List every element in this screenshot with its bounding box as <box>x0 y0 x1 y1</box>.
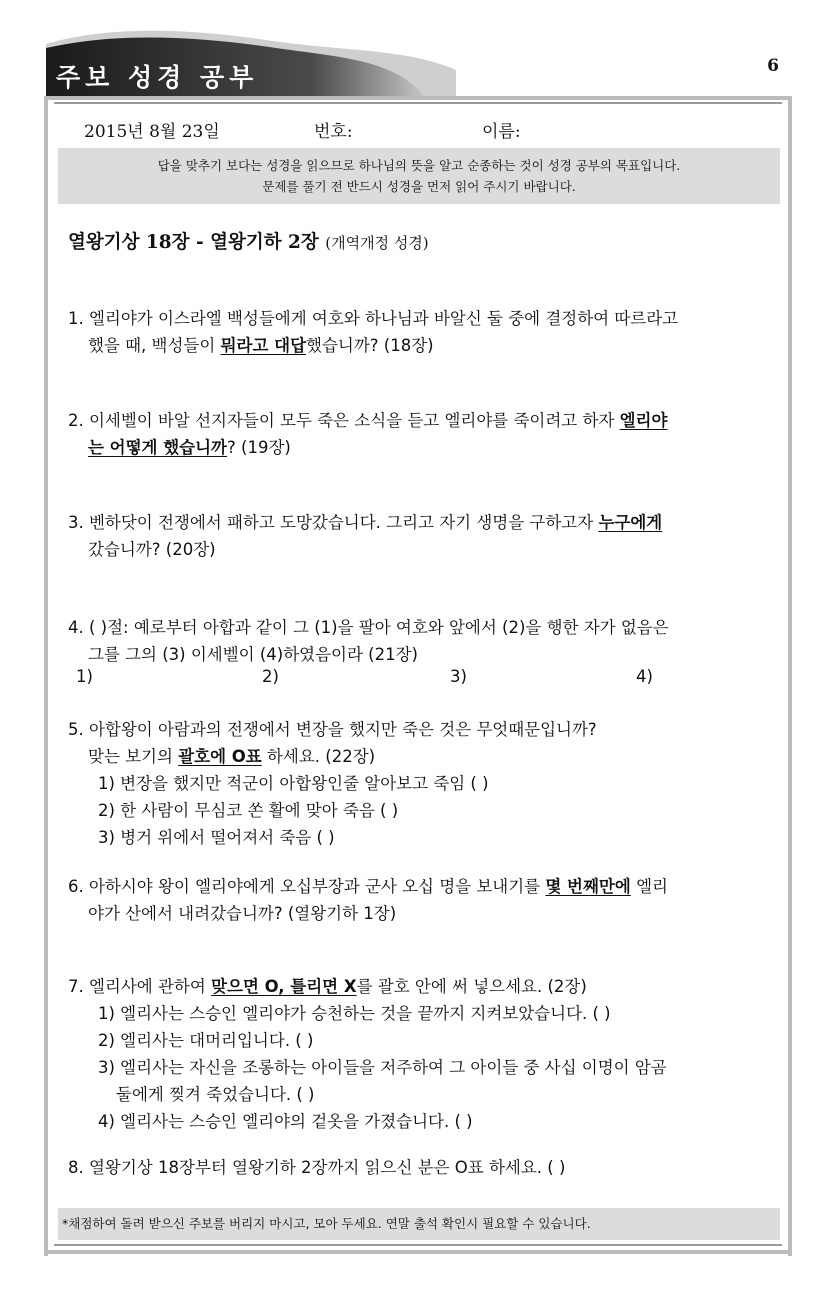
q5-option-2: 2) 한 사람이 무심코 쏜 활에 맞아 죽음 ( ) <box>98 801 399 820</box>
question-5 <box>68 716 768 851</box>
q3-emphasis: 누구에게 <box>598 513 663 532</box>
section-title-text: 열왕기상 18장 - 열왕기하 2장 <box>68 232 319 253</box>
footer-note: *채점하여 돌려 받으신 주보를 버리지 마시고, 모아 두세요. 연말 출석 확인시 필요할 수 있습니다. <box>58 1208 780 1240</box>
q2-emphasis-2: 는 어떻게 했습니까 <box>88 438 228 457</box>
q2-text: 2. 이세벨이 바알 선지자들이 모두 죽은 소식을 듣고 엘리야를 죽이려고 하자 <box>68 411 620 430</box>
q5-emphasis: 괄호에 O표 <box>178 747 262 766</box>
frame-top-inner-border <box>54 102 782 104</box>
q6-line-1 <box>68 873 768 900</box>
q1-line-1: 1. 엘리야가 이스라엘 백성들에게 여호와 하나님과 바알신 둘 중에 결정하여 따르라고 <box>68 309 679 328</box>
question-8 <box>68 1154 768 1181</box>
date: 2015년 8월 23일 <box>84 122 220 142</box>
notice-line-2: 문제를 풀기 전 반드시 성경을 먼저 읽어 주시기 바랍니다. <box>262 179 576 194</box>
q1-emphasis: 뭐라고 대답 <box>220 336 307 355</box>
q5-option-3: 3) 병거 위에서 떨어져서 죽음 ( ) <box>98 828 335 847</box>
q1-suffix: 했습니까? (18장) <box>306 336 434 355</box>
q3-line-2: 갔습니까? (20장) <box>88 540 216 559</box>
frame-bottom-border <box>44 1250 792 1254</box>
q4-blank-3: 3) <box>450 667 467 686</box>
question-1 <box>68 305 768 359</box>
q2-suffix: ? (19장) <box>227 438 291 457</box>
question-3 <box>68 509 768 563</box>
q1-line-2 <box>68 332 768 359</box>
q3-line-1 <box>68 509 768 536</box>
q7-option-1: 1) 엘리사는 스승인 엘리야가 승천하는 것을 끝까지 지켜보았습니다. ( ) <box>98 1004 611 1023</box>
q4-blank-2: 2) <box>262 667 279 686</box>
q7-emphasis: 맞으면 O, 틀리면 X <box>211 977 357 996</box>
page-number: 6 <box>767 56 779 76</box>
q7-option-4: 4) 엘리사는 스승인 엘리야의 겉옷을 가졌습니다. ( ) <box>98 1112 473 1131</box>
q1-text: 했을 때, 백성들이 <box>88 336 221 355</box>
q6-line-2: 야가 산에서 내려갔습니까? (열왕기하 1장) <box>88 904 397 923</box>
q7-line-1 <box>68 973 768 1000</box>
q7-suffix: 를 괄호 안에 써 넣으세요. (2장) <box>356 977 587 996</box>
banner-title: 주보 성경 공부 <box>56 63 259 92</box>
q4-blank-4: 4) <box>636 667 653 686</box>
number-label: 번호: <box>314 122 353 142</box>
q5-line-1: 5. 아합왕이 아람과의 전쟁에서 변장을 했지만 죽은 것은 무엇때문입니까? <box>68 720 597 739</box>
q7-option-3-cont: 둘에게 찢겨 죽었습니다. ( ) <box>116 1085 315 1104</box>
q6-suffix: 엘리 <box>630 877 668 896</box>
notice-line-1: 답을 맞추기 보다는 성경을 읽으므로 하나님의 뜻을 알고 순종하는 것이 성경 공부의 목표입니다. <box>157 158 681 173</box>
q4-line-2: 그를 그의 (3) 이세벨이 (4)하였음이라 (21장) <box>88 645 418 664</box>
q8-line-1: 8. 열왕기상 18장부터 열왕기하 2장까지 읽으신 분은 O표 하세요. ( ) <box>68 1158 566 1177</box>
q5-suffix: 하세요. (22장) <box>261 747 376 766</box>
frame-top-border <box>44 96 792 100</box>
q6-text: 6. 아하시야 왕이 엘리야에게 오십부장과 군사 오십 명을 보내기를 <box>68 877 546 896</box>
q2-line-1 <box>68 407 768 434</box>
question-6 <box>68 873 768 927</box>
q5-line-2 <box>68 743 768 770</box>
q4-line-1: 4. ( )절: 예로부터 아합과 같이 그 (1)을 팔아 여호와 앞에서 (2)을 행한 자가 없음은 <box>68 618 669 637</box>
question-4 <box>68 614 768 668</box>
q7-text: 7. 엘리사에 관하여 <box>68 977 212 996</box>
q2-line-2 <box>68 434 768 461</box>
q4-blank-1: 1) <box>76 667 93 686</box>
q2-emphasis-1: 엘리야 <box>619 411 668 430</box>
q7-option-2: 2) 엘리사는 대머리입니다. ( ) <box>98 1031 314 1050</box>
question-7 <box>68 973 768 1135</box>
q5-text: 맞는 보기의 <box>88 747 179 766</box>
frame-bottom-inner-border <box>54 1244 782 1246</box>
q7-option-3: 3) 엘리사는 자신을 조롱하는 아이들을 저주하여 그 아이들 중 사십 이명이 암곰 <box>98 1058 667 1077</box>
q3-text: 3. 벤하닷이 전쟁에서 패하고 도망갔습니다. 그리고 자기 생명을 구하고자 <box>68 513 599 532</box>
question-2 <box>68 407 768 461</box>
name-label: 이름: <box>482 122 521 142</box>
instruction-notice <box>58 148 780 204</box>
section-subtitle: (개역개정 성경) <box>325 234 429 252</box>
q5-option-1: 1) 변장을 했지만 적군이 아합왕인줄 알아보고 죽임 ( ) <box>98 774 489 793</box>
q6-emphasis: 몇 번째만에 <box>545 877 631 896</box>
section-title <box>68 228 429 254</box>
